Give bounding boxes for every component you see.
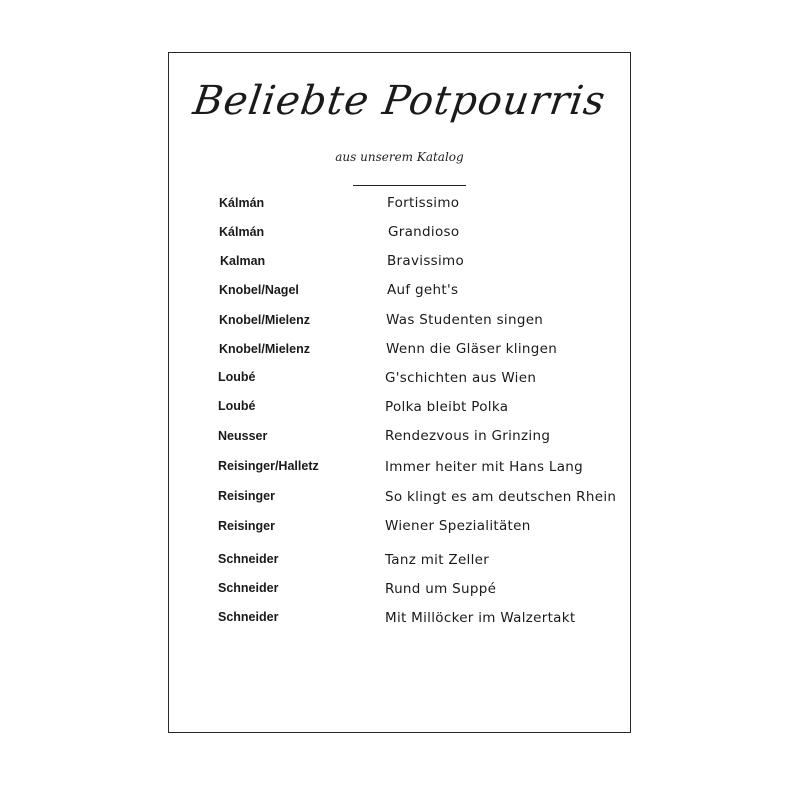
page-title: Beliebte Potpourris <box>190 78 609 124</box>
list-item <box>0 195 800 217</box>
work-title: Wenn die Gläser klingen <box>386 341 558 357</box>
composer-name: Reisinger <box>218 519 275 533</box>
work-title: Wiener Spezialitäten <box>385 518 531 534</box>
list-item <box>0 253 800 275</box>
work-title: Rendezvous in Grinzing <box>385 428 551 444</box>
work-title: G'schichten aus Wien <box>385 370 537 386</box>
composer-name: Schneider <box>218 581 279 595</box>
composer-name: Knobel/Mielenz <box>219 313 310 327</box>
list-item <box>0 224 800 246</box>
work-title: So klingt es am deutschen Rhein <box>385 489 617 505</box>
work-title: Auf geht's <box>387 282 459 298</box>
work-title: Immer heiter mit Hans Lang <box>385 459 583 475</box>
list-item <box>0 489 800 511</box>
work-title: Tanz mit Zeller <box>385 552 490 568</box>
composer-name: Reisinger <box>218 489 275 503</box>
composer-name: Kálmán <box>219 196 265 210</box>
list-item <box>0 428 800 450</box>
list-item <box>0 370 800 392</box>
composer-name: Schneider <box>218 552 279 566</box>
work-title: Bravissimo <box>387 253 465 269</box>
list-item <box>0 581 800 603</box>
composer-name: Loubé <box>218 399 256 413</box>
work-title: Polka bleibt Polka <box>385 399 509 415</box>
work-title: Was Studenten singen <box>386 312 544 328</box>
work-title: Fortissimo <box>387 195 460 211</box>
list-item <box>0 552 800 574</box>
work-title: Grandioso <box>388 224 460 240</box>
list-item <box>0 610 800 632</box>
composer-name: Kalman <box>220 254 266 268</box>
list-item <box>0 312 800 334</box>
list-item <box>0 282 800 304</box>
work-title: Mit Millöcker im Walzertakt <box>385 610 576 626</box>
composer-name: Knobel/Nagel <box>219 283 299 297</box>
composer-name: Loubé <box>218 370 256 384</box>
list-item <box>0 518 800 540</box>
page-subtitle: aus unserem Katalog <box>335 150 464 164</box>
composer-name: Kálmán <box>219 225 265 239</box>
list-item <box>0 341 800 363</box>
list-item <box>0 459 800 481</box>
list-item <box>0 399 800 421</box>
work-title: Rund um Suppé <box>385 581 497 597</box>
composer-name: Neusser <box>218 429 268 443</box>
composer-name: Schneider <box>218 610 279 624</box>
composer-name: Knobel/Mielenz <box>219 342 310 356</box>
composer-name: Reisinger/Halletz <box>218 459 319 473</box>
